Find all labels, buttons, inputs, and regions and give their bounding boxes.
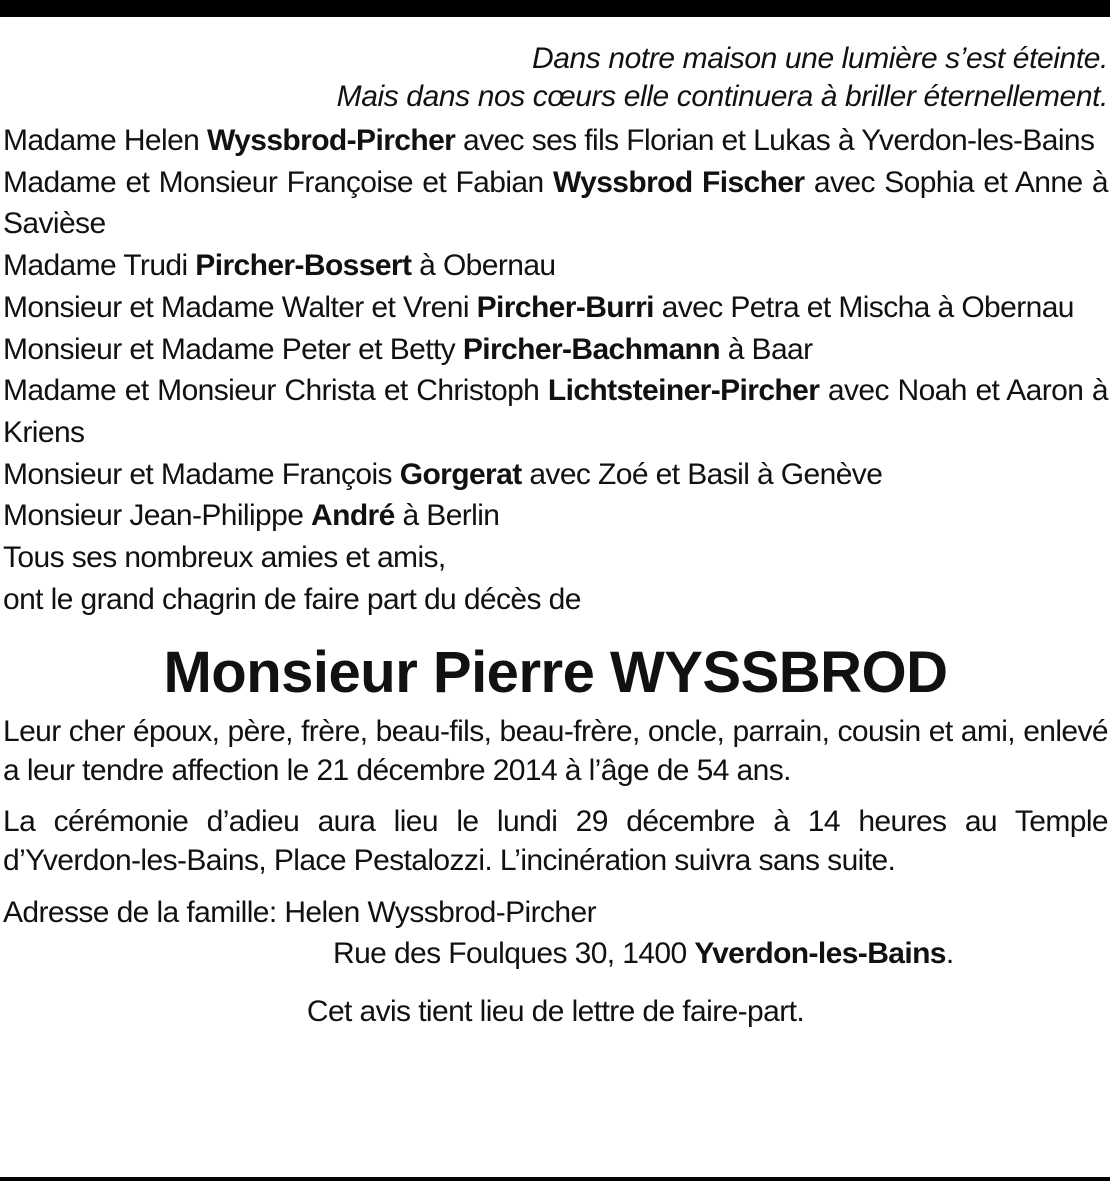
address-end: . xyxy=(945,937,954,971)
epigraph-line-2: Mais dans nos cœurs elle continuera à briller éternellement. xyxy=(336,80,1108,113)
family-name: Lichtsteiner-Pircher xyxy=(547,374,820,408)
family-address xyxy=(3,892,1108,974)
family-entry xyxy=(3,287,1108,329)
entry-text: avec ses fils Florian et Lukas à Yverdon-les-Bains xyxy=(455,124,1095,157)
family-entry xyxy=(3,120,1108,162)
closing-note: Cet avis tient lieu de lettre de faire-part. xyxy=(306,995,805,1029)
ceremony-paragraph: La cérémonie d’adieu aura lieu le lundi 29 décembre à 14 heures au Temple d’Yverdon-les-Bains, Place Pestalozzi. L’incinération suivra sans suite. xyxy=(3,805,1108,878)
address-line-1 xyxy=(3,892,1108,933)
address-label: Adresse de la famille: xyxy=(3,896,285,930)
family-name: Pircher-Burri xyxy=(476,290,654,324)
family-list xyxy=(3,120,1108,620)
entry-text: Madame et Monsieur Christa et Christoph xyxy=(3,374,548,408)
friends-line: Tous ses nombreux amies et amis, xyxy=(3,541,446,575)
entry-text: Monsieur et Madame Walter et Vreni xyxy=(3,290,477,324)
address-line-2 xyxy=(3,933,1108,974)
entry-text: Monsieur et Madame François xyxy=(3,457,400,491)
deceased-name: Monsieur Pierre WYSSBROD xyxy=(163,640,948,706)
family-entry xyxy=(3,245,1108,287)
relation-paragraph: Leur cher époux, père, frère, beau-fils, beau-frère, oncle, parrain, cousin et ami, enlevé a leur tendre affection le 21 décembre 2014 à l’âge de 54 ans. xyxy=(3,715,1108,788)
entry-text: Monsieur et Madame Peter et Betty xyxy=(3,332,463,366)
obituary-notice xyxy=(3,40,1108,1032)
entry-text: Monsieur Jean-Philippe xyxy=(3,499,312,533)
family-entry xyxy=(3,162,1108,245)
family-name: Pircher-Bossert xyxy=(195,249,412,283)
bottom-rule xyxy=(0,1177,1110,1181)
entry-text: Madame et Monsieur Françoise et Fabian xyxy=(3,165,553,199)
family-entry xyxy=(3,370,1108,453)
family-name: Wyssbrod-Pircher xyxy=(206,124,456,157)
entry-text: avec Sophia et Anne à Savièse xyxy=(3,165,1109,241)
address-city: Yverdon-les-Bains xyxy=(694,937,946,971)
family-entry xyxy=(3,329,1108,371)
family-entry xyxy=(3,454,1108,496)
epigraph xyxy=(3,40,1108,116)
entry-text: avec Noah et Aaron à Kriens xyxy=(3,374,1109,449)
top-rule xyxy=(0,0,1110,17)
address-name: Helen Wyssbrod-Pircher xyxy=(284,896,596,930)
family-name: Wyssbrod Fischer xyxy=(552,165,805,199)
family-name: André xyxy=(311,499,395,533)
family-name: Pircher-Bachmann xyxy=(462,332,720,366)
entry-text: à Berlin xyxy=(394,499,500,533)
entry-text: Madame Helen xyxy=(3,124,207,157)
family-entry xyxy=(3,495,1108,537)
address-street: Rue des Foulques 30, 1400 xyxy=(333,937,695,971)
family-name: Gorgerat xyxy=(399,457,522,491)
entry-text: Madame Trudi xyxy=(3,249,196,283)
epigraph-line-1: Dans notre maison une lumière s’est éteinte. xyxy=(531,42,1108,75)
entry-text: à Obernau xyxy=(411,249,556,283)
entry-text: à Baar xyxy=(719,332,813,366)
entry-text: avec Petra et Mischa à Obernau xyxy=(653,290,1074,324)
entry-text: avec Zoé et Basil à Genève xyxy=(521,457,883,491)
announcement-line: ont le grand chagrin de faire part du décès de xyxy=(3,582,581,616)
